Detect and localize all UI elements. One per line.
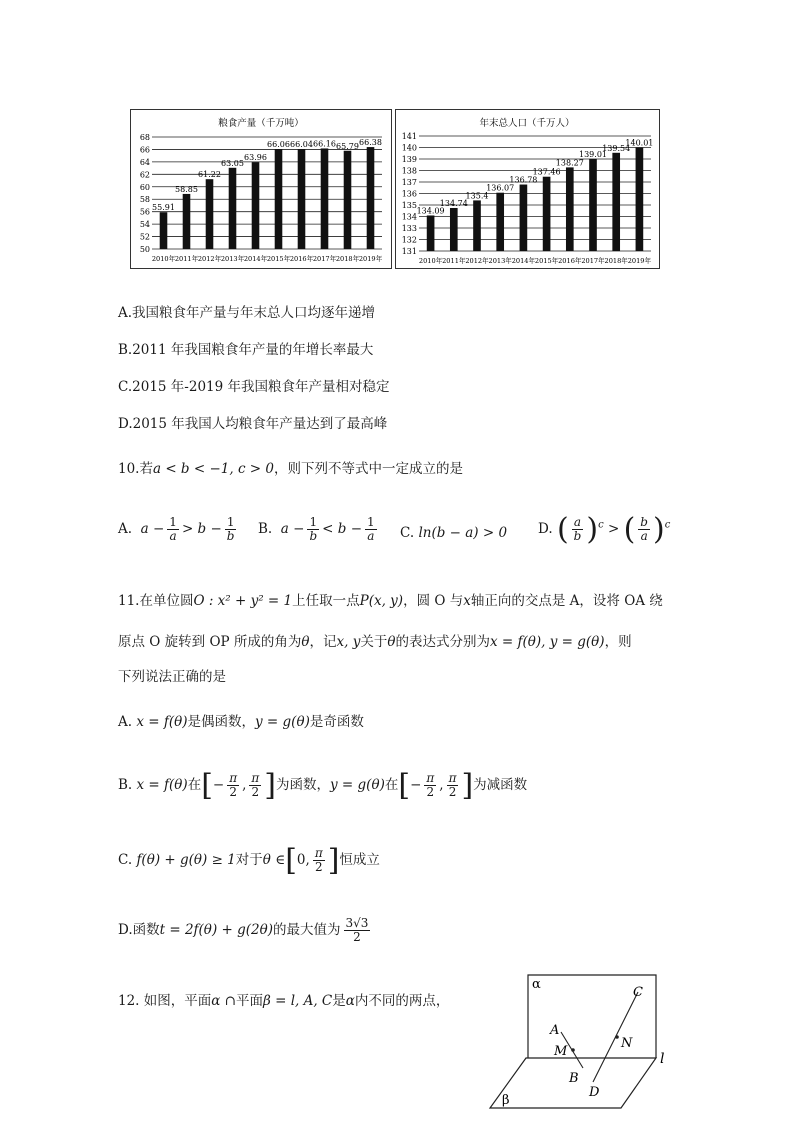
x-tick-label: 2013年 — [220, 255, 245, 263]
bar — [183, 194, 191, 249]
label-a: A — [550, 1023, 560, 1038]
bar — [252, 162, 260, 249]
q9-option-c: C.2015 年-2019 年我国粮食年产量相对稳定 — [118, 379, 390, 395]
bar-value-label: 135.4 — [465, 191, 489, 201]
y-tick-label: 68 — [139, 133, 150, 142]
label-m: M — [554, 1044, 568, 1059]
q9-option-d: D.2015 年我国人均粮食年产量达到了最高峰 — [118, 416, 388, 432]
q11-stem-line3: 下列说法正确的是 — [118, 669, 226, 685]
y-tick-label: 132 — [401, 235, 417, 245]
bar — [298, 149, 306, 249]
bar — [275, 149, 283, 249]
bar-value-label: 66.04 — [290, 140, 313, 150]
y-tick-label: 135 — [401, 201, 417, 210]
bar-value-label: 139.01 — [579, 149, 607, 159]
x-tick-label: 2017年 — [581, 257, 605, 265]
bar-value-label: 65.79 — [336, 141, 359, 151]
bar-value-label: 134.74 — [439, 198, 468, 208]
q11-stem-line1: 11.在单位圆O : x² + y² = 1上任取一点P(x, y)，圆 O 与x轴正向的交点是 A，设将 OA 绕 — [118, 593, 663, 609]
y-tick-label: 54 — [139, 220, 150, 230]
y-tick-label: 133 — [401, 224, 417, 233]
bar-value-label: 139.54 — [602, 143, 631, 153]
y-tick-label: 140 — [401, 143, 417, 153]
bar-value-label: 138.27 — [555, 158, 584, 168]
x-tick-label: 2018年 — [604, 257, 628, 265]
x-tick-label: 2014年 — [243, 255, 268, 263]
bar — [473, 200, 481, 251]
bar-value-label: 61.22 — [198, 170, 221, 180]
bar — [543, 177, 551, 251]
bar-value-label: 66.16 — [313, 139, 336, 149]
bar — [427, 215, 435, 251]
q10-option-a: A. a − $\frac{1}{a}$ > b − $\frac{1}{b}$ — [118, 515, 235, 544]
y-tick-label: 64 — [139, 157, 150, 167]
point-m — [571, 1048, 575, 1052]
y-tick-label: 62 — [139, 170, 150, 180]
q12-stem: 12. 如图，平面α ∩平面β = l, A, C是α内不同的两点， — [118, 993, 450, 1009]
y-tick-label: 136 — [401, 189, 417, 199]
bar-value-label: 134.09 — [416, 206, 445, 216]
x-tick-label: 2010年 — [151, 255, 176, 263]
bar — [450, 208, 458, 251]
bar — [496, 193, 504, 251]
x-tick-label: 2015年 — [534, 257, 559, 265]
bar-value-label: 63.05 — [221, 158, 244, 168]
bar — [367, 147, 375, 249]
bar — [589, 159, 597, 251]
bar — [206, 179, 214, 249]
q10-option-b: B. a − $\frac{1}{b}$ < b − $\frac{1}{a}$ — [258, 515, 375, 544]
x-tick-label: 2010年 — [418, 257, 443, 265]
x-tick-label: 2013年 — [488, 257, 512, 265]
chart-title: 年末总人口（千万人） — [479, 118, 575, 129]
x-tick-label: 2019年 — [627, 257, 652, 265]
bar-value-label: 66.38 — [359, 138, 382, 148]
bar — [321, 148, 329, 249]
q11-stem-line2: 原点 O 旋转到 OP 所成的角为θ，记x, y关于θ的表达式分别为x = f(θ), y = g(θ)，则 — [118, 634, 632, 650]
grain-output-chart — [130, 109, 392, 269]
x-tick-label: 2012年 — [197, 255, 222, 263]
x-tick-label: 2015年 — [266, 255, 291, 263]
q11-option-b: B. x = f(θ)在[− $\frac{\pi}{2}$ , $\frac{\pi}{2}$ ]为函数，y = g(θ)在[− $\frac{\pi}{2}$ , $\frac{\pi}{2}$ ]为减函数 — [118, 768, 528, 803]
label-d: D — [589, 1085, 600, 1100]
q11-option-c: C. f(θ) + g(θ) ≥ 1对于θ ∈[0, $\frac{\pi}{2}$ ]恒成立 — [118, 843, 380, 878]
bar-value-label: 140.01 — [625, 138, 654, 148]
bar — [344, 151, 352, 249]
y-tick-label: 137 — [401, 178, 417, 187]
bar — [520, 185, 528, 251]
label-alpha: α — [532, 977, 541, 992]
q10-stem: 10.若a < b < −1, c > 0，则下列不等式中一定成立的是 — [118, 461, 463, 477]
bar-value-label: 137.46 — [532, 167, 561, 177]
y-tick-label: 131 — [401, 247, 417, 256]
bar-value-label: 63.96 — [244, 153, 267, 163]
x-tick-label: 2011年 — [442, 257, 466, 265]
x-tick-label: 2019年 — [358, 255, 383, 263]
label-c: C — [633, 985, 643, 1000]
y-tick-label: 50 — [139, 245, 150, 254]
q11-option-a: A. x = f(θ)是偶函数，y = g(θ)是奇函数 — [118, 714, 364, 730]
label-n: N — [621, 1036, 633, 1051]
x-tick-label: 2017年 — [312, 255, 337, 263]
x-tick-label: 2018年 — [335, 255, 360, 263]
chart-title: 粮食产量（千万吨） — [218, 118, 304, 129]
label-b: B — [569, 1071, 579, 1086]
bar-value-label: 136.07 — [486, 183, 515, 193]
x-tick-label: 2016年 — [558, 257, 582, 265]
y-tick-label: 66 — [139, 145, 150, 155]
label-l: l — [660, 1051, 665, 1067]
x-tick-label: 2012年 — [465, 257, 489, 265]
x-tick-label: 2016年 — [289, 255, 314, 263]
y-tick-label: 58 — [139, 195, 150, 205]
x-tick-label: 2011年 — [174, 255, 199, 263]
y-tick-label: 60 — [139, 182, 150, 192]
x-tick-label: 2014年 — [511, 257, 536, 265]
label-beta: β — [502, 1093, 510, 1108]
point-n — [615, 1035, 619, 1039]
y-tick-label: 141 — [401, 132, 417, 141]
bar — [612, 153, 620, 251]
y-tick-label: 134 — [401, 212, 417, 222]
q11-option-d: D.函数t = 2f(θ) + g(2θ)的最大值为 $\frac{3√3}{2}$ — [118, 916, 369, 945]
bar-value-label: 58.85 — [175, 184, 198, 194]
y-tick-label: 56 — [139, 207, 150, 217]
y-tick-label: 139 — [401, 155, 417, 164]
bar — [229, 168, 237, 249]
bar — [566, 167, 574, 251]
bar-value-label: 66.06 — [267, 140, 290, 150]
planes-figure — [486, 970, 666, 1115]
bar — [160, 212, 168, 249]
q10-option-c: C. ln(b − a) > 0 — [400, 525, 508, 541]
q9-option-b: B.2011 年我国粮食年产量的年增长率最大 — [118, 342, 374, 358]
bar — [636, 147, 644, 251]
bar-value-label: 136.78 — [509, 175, 538, 185]
q10-option-d: D. ( $\frac{a}{b}$ )$^c$ > ( $\frac{b}{a}$ )$^c$ — [538, 512, 671, 547]
y-tick-label: 52 — [139, 232, 150, 242]
population-chart — [395, 109, 660, 269]
y-tick-label: 138 — [401, 166, 417, 176]
bar-value-label: 55.91 — [152, 203, 175, 213]
q9-option-a: A.我国粮食年产量与年末总人口均逐年递增 — [118, 305, 376, 321]
